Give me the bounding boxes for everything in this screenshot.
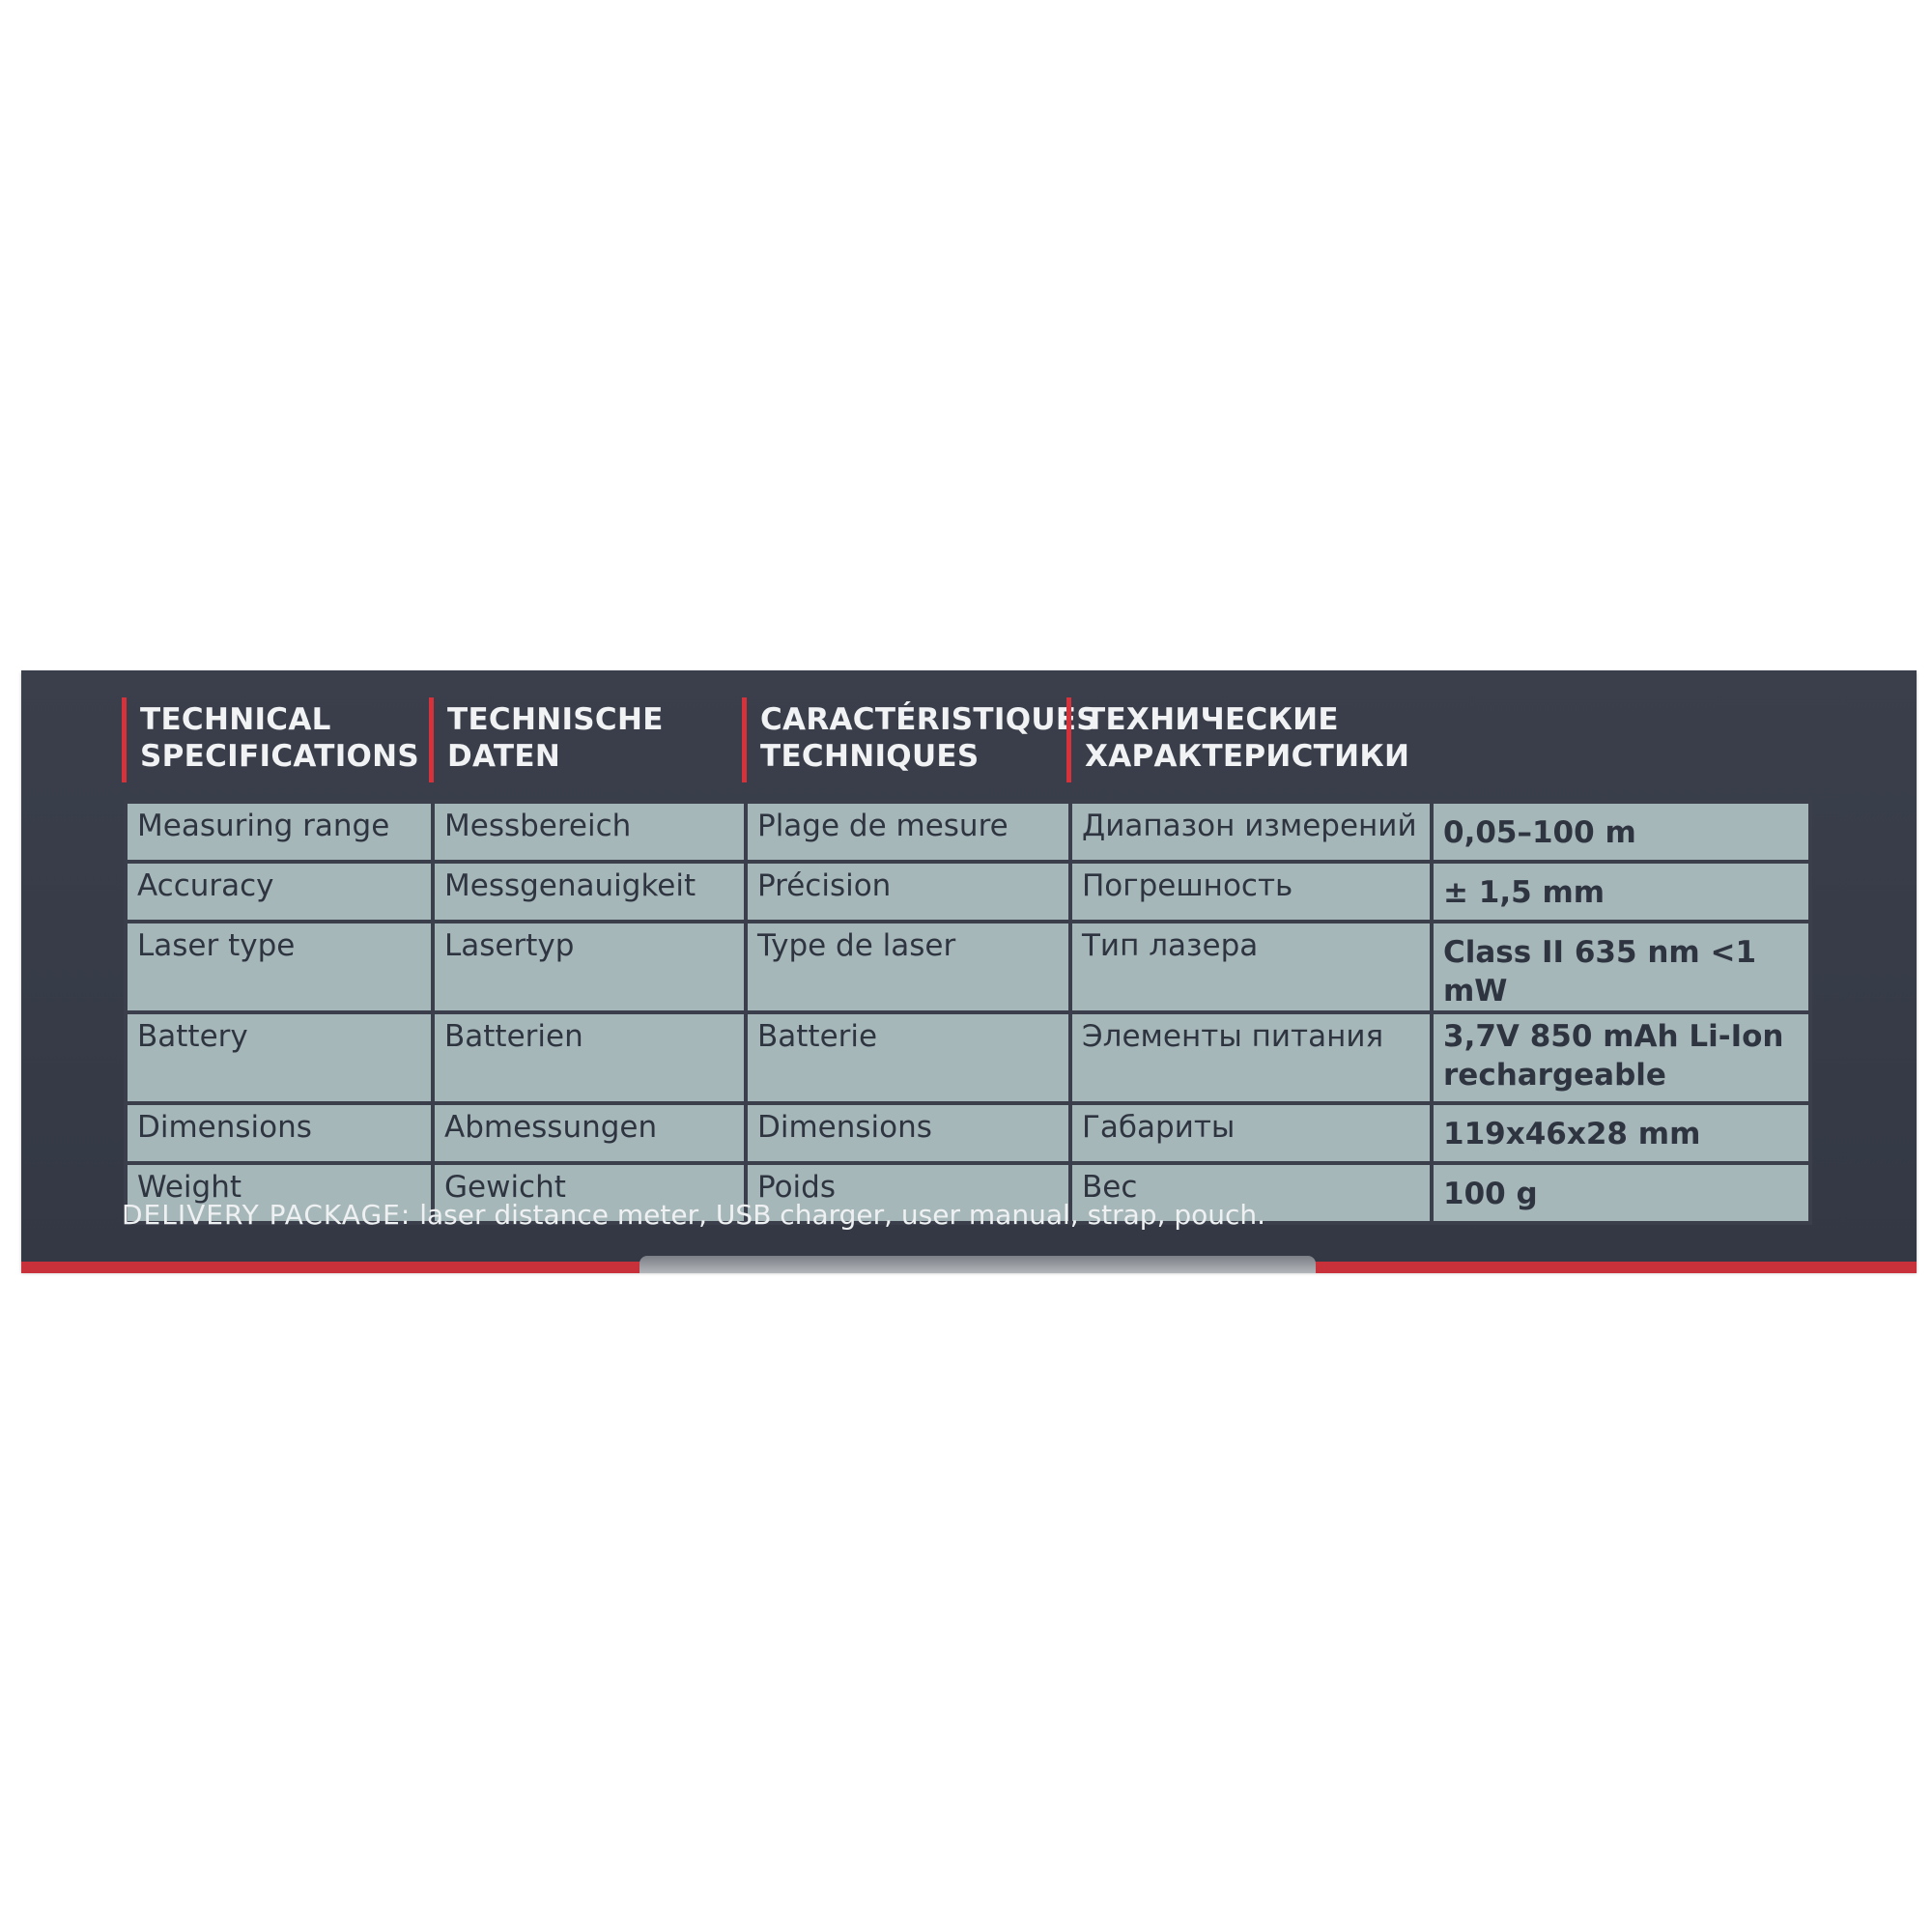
cell-ru: Вес bbox=[1070, 1163, 1432, 1223]
cell-en: Laser type bbox=[126, 922, 433, 1012]
cell-de: Gewicht bbox=[433, 1163, 746, 1223]
table-row bbox=[126, 922, 1810, 1012]
cell-fr: Poids bbox=[746, 1163, 1070, 1223]
cell-ru: Погрешность bbox=[1070, 862, 1432, 922]
spec-table bbox=[124, 800, 1812, 1225]
cell-ru: Габариты bbox=[1070, 1103, 1432, 1163]
cell-fr: Batterie bbox=[746, 1012, 1070, 1103]
cell-de: Lasertyp bbox=[433, 922, 746, 1012]
cell-fr: Type de laser bbox=[746, 922, 1070, 1012]
cell-value: 119x46x28 mm bbox=[1432, 1103, 1810, 1163]
cell-en: Accuracy bbox=[126, 862, 433, 922]
delivery-package-text bbox=[122, 1198, 1265, 1233]
cell-fr: Dimensions bbox=[746, 1103, 1070, 1163]
table-row bbox=[126, 802, 1810, 862]
cell-de: Messgenauigkeit bbox=[433, 862, 746, 922]
cell-fr: Plage de mesure bbox=[746, 802, 1070, 862]
cell-en: Battery bbox=[126, 1012, 433, 1103]
cell-en: Measuring range bbox=[126, 802, 433, 862]
cell-value: 100 g bbox=[1432, 1163, 1810, 1223]
delivery-contents: laser distance meter, USB charger, user manual, strap, pouch. bbox=[411, 1199, 1266, 1231]
cell-de: Batterien bbox=[433, 1012, 746, 1103]
cell-value: Class II 635 nm <1 mW bbox=[1432, 922, 1810, 1012]
header-de: TECHNISCHE DATEN bbox=[429, 697, 719, 782]
cell-fr: Précision bbox=[746, 862, 1070, 922]
header-fr: CARACTÉRISTIQUES TECHNIQUES bbox=[742, 697, 1061, 782]
cell-de: Abmessungen bbox=[433, 1103, 746, 1163]
box-tab bbox=[639, 1256, 1316, 1273]
cell-de: Messbereich bbox=[433, 802, 746, 862]
cell-en: Weight bbox=[126, 1163, 433, 1223]
table-row bbox=[126, 862, 1810, 922]
cell-ru: Тип лазера bbox=[1070, 922, 1432, 1012]
cell-value: 3,7V 850 mAh Li-Ion rechargeable bbox=[1432, 1012, 1810, 1103]
header-ru: ТЕХНИЧЕСКИЕ ХАРАКТЕРИСТИКИ bbox=[1066, 697, 1414, 782]
table-row bbox=[126, 1103, 1810, 1163]
cell-value: ± 1,5 mm bbox=[1432, 862, 1810, 922]
header-en: TECHNICAL SPECIFICATIONS bbox=[122, 697, 412, 782]
table-row bbox=[126, 1012, 1810, 1103]
cell-ru: Элементы питания bbox=[1070, 1012, 1432, 1103]
cell-en: Dimensions bbox=[126, 1103, 433, 1163]
cell-value: 0,05–100 m bbox=[1432, 802, 1810, 862]
cell-ru: Диапазон измерений bbox=[1070, 802, 1432, 862]
delivery-label: DELIVERY PACKAGE: bbox=[122, 1199, 412, 1231]
